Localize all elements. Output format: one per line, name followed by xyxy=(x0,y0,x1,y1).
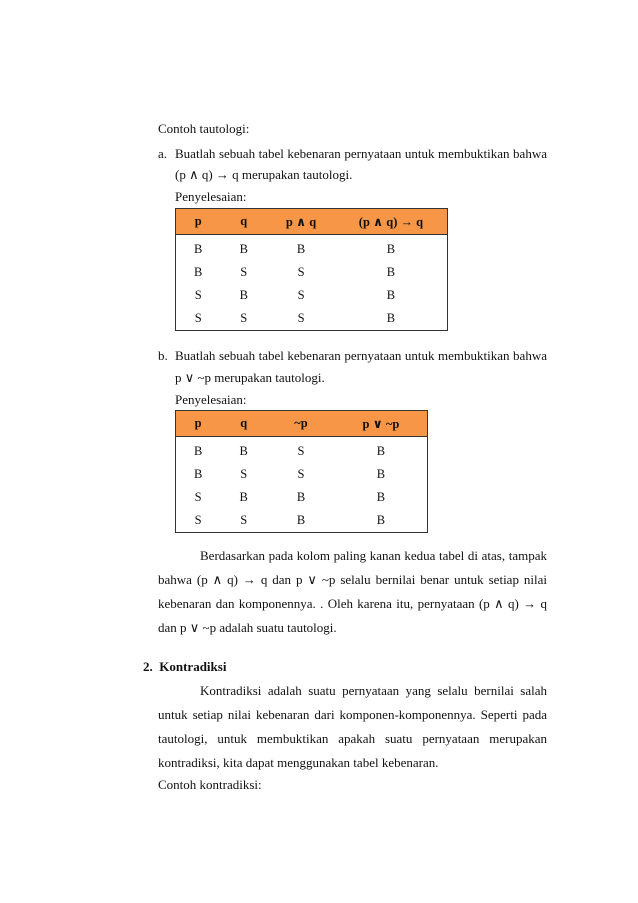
conclusion-line-1: Berdasarkan pada kolom paling kanan kedua tabel di atas, tampak xyxy=(200,548,547,563)
table-cell: B xyxy=(176,235,221,262)
table-row xyxy=(176,307,448,331)
table-cell: B xyxy=(239,490,248,504)
table-header-row xyxy=(176,411,428,437)
header-q: q xyxy=(220,209,267,235)
table-row xyxy=(176,437,428,464)
table-cell: B xyxy=(239,288,248,302)
table-cell: S xyxy=(297,265,305,279)
section2-example-title: Contoh kontradiksi: xyxy=(158,777,262,792)
table-cell: S xyxy=(297,467,305,481)
header-p: p xyxy=(176,209,221,235)
table-row xyxy=(176,261,448,284)
truth-table-a xyxy=(175,208,448,331)
table-cell: B xyxy=(296,490,306,504)
table-cell: B xyxy=(176,437,221,464)
table-cell: B xyxy=(335,509,428,533)
conclusion-line-3: kebenaran dan komponennya. . Oleh karena itu, pernyataan (p ∧ q) → q xyxy=(158,596,547,611)
item-b-marker: b. xyxy=(158,348,168,363)
table-cell: S xyxy=(176,284,221,307)
table-cell: B xyxy=(335,486,428,509)
item-a-line1: Buatlah sebuah tabel kebenaran pernyataan untuk membuktikan bahwa xyxy=(175,146,547,161)
table-row xyxy=(176,235,448,262)
table-cell: S xyxy=(240,467,248,481)
header-not-p: ~p xyxy=(267,411,335,437)
table-row xyxy=(176,284,448,307)
example-title: Contoh tautologi: xyxy=(158,121,250,136)
table-cell: S xyxy=(297,444,305,458)
table-cell: B xyxy=(335,463,428,486)
table-header-row xyxy=(176,209,448,235)
table-cell: B xyxy=(239,444,248,458)
section-heading-kontradiksi: 2. Kontradiksi xyxy=(143,659,227,674)
table-cell: B xyxy=(335,261,448,284)
table-cell: B xyxy=(335,235,448,262)
section2-line-3: tautologi, untuk membuktikan apakah suatu pernyataan merupakan xyxy=(158,731,547,746)
header-implication: (p ∧ q) → q xyxy=(335,209,448,235)
table-cell: S xyxy=(267,307,335,331)
item-a-line2: (p ∧ q) → q merupakan tautologi. xyxy=(175,167,353,182)
item-b-line1: Buatlah sebuah tabel kebenaran pernyataan untuk membuktikan bahwa xyxy=(175,348,547,363)
truth-table-b xyxy=(175,410,428,533)
table-cell: B xyxy=(176,463,221,486)
table-row xyxy=(176,509,428,533)
table-cell: B xyxy=(296,242,306,256)
table-cell: B xyxy=(335,437,428,464)
table-cell: S xyxy=(176,486,221,509)
item-a-solution-label: Penyelesaian: xyxy=(175,189,247,204)
conclusion-line-4: dan p ∨ ~p adalah suatu tautologi. xyxy=(158,620,337,635)
table-cell: S xyxy=(176,509,221,533)
header-p-and-q: p ∧ q xyxy=(267,209,335,235)
table-cell: S xyxy=(220,509,267,533)
table-cell: S xyxy=(220,307,267,331)
header-q: q xyxy=(220,411,267,437)
conclusion-line-2: bahwa (p ∧ q) → q dan p ∨ ~p selalu bernilai benar untuk setiap nilai xyxy=(158,572,547,587)
table-cell: B xyxy=(335,307,448,331)
section2-line-2: untuk setiap nilai kebenaran dari komponen-komponennya. Seperti pada xyxy=(158,707,547,722)
table-cell: B xyxy=(267,509,335,533)
section2-line-1: Kontradiksi adalah suatu pernyataan yang selalu bernilai salah xyxy=(200,683,547,698)
table-cell: S xyxy=(240,265,248,279)
table-cell: B xyxy=(176,261,221,284)
header-p: p xyxy=(176,411,221,437)
table-cell: B xyxy=(335,284,448,307)
table-cell: S xyxy=(176,307,221,331)
table-cell: B xyxy=(239,242,248,256)
section2-line-4: kontradiksi, kita dapat menggunakan tabel kebenaran. xyxy=(158,755,439,770)
table-cell: S xyxy=(297,288,305,302)
header-p-or-not-p: p ∨ ~p xyxy=(335,411,428,437)
item-b-solution-label: Penyelesaian: xyxy=(175,392,247,407)
item-b-line2: p ∨ ~p merupakan tautologi. xyxy=(175,370,325,385)
item-a-marker: a. xyxy=(158,146,168,161)
table-row xyxy=(176,486,428,509)
table-row xyxy=(176,463,428,486)
